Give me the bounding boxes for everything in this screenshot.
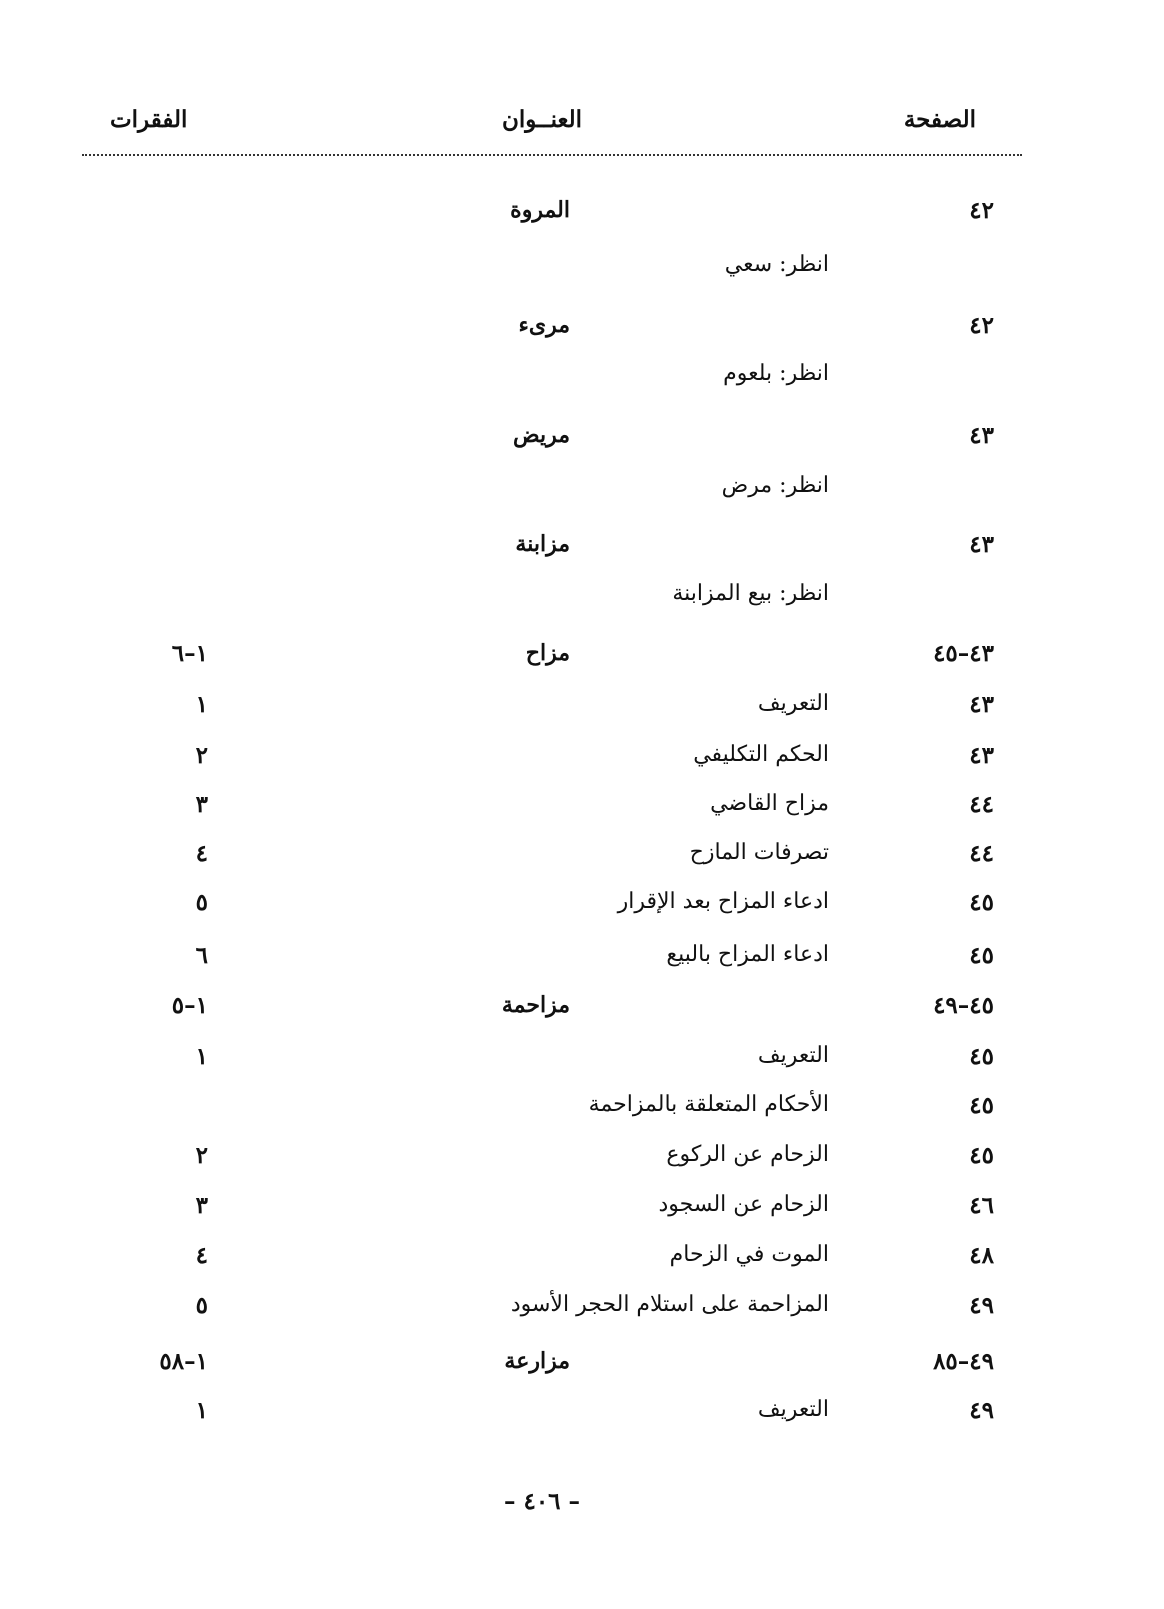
index-entry-sub: [0, 361, 1164, 401]
entry-paragraphs: ٥: [195, 889, 208, 916]
entry-page: ٤٥: [969, 889, 994, 916]
entry-page: ٤٩: [969, 1397, 994, 1424]
entry-page: ٤٥: [969, 1142, 994, 1169]
index-entry-sub: [0, 1397, 1164, 1437]
entry-title: الزحام عن الركوع: [666, 1142, 829, 1167]
index-entry-sub: [0, 473, 1164, 513]
entry-page: ٤٨: [969, 1242, 994, 1269]
index-entry-sub: [0, 742, 1164, 782]
entry-page: ٤٣: [969, 422, 994, 449]
entry-page: ٤٣: [969, 742, 994, 769]
entry-paragraphs: ٦: [195, 942, 208, 969]
entry-title: ادعاء المزاح بعد الإقرار: [617, 889, 829, 914]
entry-title: مرىء: [518, 312, 570, 338]
entry-title: الحكم التكليفي: [693, 742, 829, 767]
entry-page: ٤٥: [969, 1092, 994, 1119]
index-entry-main: [0, 197, 1164, 237]
header-paragraphs-column: الفقرات: [110, 106, 188, 133]
entry-paragraphs: ٣: [195, 791, 208, 818]
entry-title: الموت في الزحام: [669, 1242, 829, 1267]
entry-paragraphs: ١–٥: [171, 992, 208, 1019]
header-dotted-rule: [82, 154, 1022, 156]
index-entry-main: [0, 640, 1164, 680]
entry-page: ٤٤: [969, 791, 994, 818]
entry-page: ٤٣: [969, 691, 994, 718]
entry-paragraphs: ٤: [195, 1242, 208, 1269]
entry-paragraphs: ١: [195, 1397, 208, 1424]
entry-title: انظر: سعي: [724, 252, 829, 277]
entry-paragraphs: ١: [195, 691, 208, 718]
index-entry-sub: [0, 840, 1164, 880]
index-entry-sub: [0, 581, 1164, 621]
page-number: – ٤٠٦ –: [503, 1488, 581, 1515]
entry-page: ٤٢: [969, 312, 994, 339]
entry-page: ٤٣: [969, 531, 994, 558]
entry-title: مزاح القاضي: [710, 791, 829, 816]
index-entry-sub: [0, 942, 1164, 982]
index-entry-sub: [0, 252, 1164, 292]
index-entry-sub: [0, 889, 1164, 929]
entry-title: تصرفات المازح: [689, 840, 829, 865]
index-entry-sub: [0, 1142, 1164, 1182]
entry-paragraphs: ٢: [195, 1142, 208, 1169]
entry-title: مزارعة: [504, 1348, 570, 1374]
entry-title: الأحكام المتعلقة بالمزاحمة: [588, 1092, 829, 1117]
entry-paragraphs: ١–٦: [171, 640, 208, 667]
entry-title: مزاحمة: [501, 992, 570, 1018]
entry-paragraphs: ٤: [195, 840, 208, 867]
entry-title: المزاحمة على استلام الحجر الأسود: [510, 1292, 829, 1317]
entry-paragraphs: ٥: [195, 1292, 208, 1319]
entry-paragraphs: ٢: [195, 742, 208, 769]
index-entry-main: [0, 531, 1164, 571]
entry-page: ٤٥: [969, 1043, 994, 1070]
entry-paragraphs: ١: [195, 1043, 208, 1070]
entry-title: التعريف: [757, 1397, 829, 1422]
entry-page: ٤٤: [969, 840, 994, 867]
entry-page: ٤٩: [969, 1292, 994, 1319]
entry-page: ٤٩–٨٥: [933, 1348, 994, 1375]
entry-title: ادعاء المزاح بالبيع: [666, 942, 829, 967]
index-entry-sub: [0, 691, 1164, 731]
entry-page: ٤٥–٤٩: [933, 992, 994, 1019]
entry-page: ٤٣–٤٥: [933, 640, 994, 667]
entry-title: التعريف: [757, 691, 829, 716]
index-entry-main: [0, 312, 1164, 352]
index-entry-sub: [0, 1292, 1164, 1332]
entry-title: التعريف: [757, 1043, 829, 1068]
entry-page: ٤٦: [969, 1192, 994, 1219]
entry-title: انظر: بلعوم: [723, 361, 829, 386]
header-title-column: العنــوان: [501, 106, 583, 133]
index-entry-sub: [0, 1043, 1164, 1083]
index-entry-main: [0, 992, 1164, 1032]
index-entry-sub: [0, 1192, 1164, 1232]
index-entry-sub: [0, 791, 1164, 831]
entry-title: مريض: [513, 422, 570, 448]
entry-paragraphs: ١–٥٨: [159, 1348, 208, 1375]
entry-title: الزحام عن السجود: [658, 1192, 829, 1217]
entry-title: المروة: [510, 197, 570, 223]
entry-page: ٤٥: [969, 942, 994, 969]
index-entry-main: [0, 1348, 1164, 1388]
entry-title: انظر: مرض: [721, 473, 829, 498]
index-entry-main: [0, 422, 1164, 462]
entry-paragraphs: ٣: [195, 1192, 208, 1219]
header-page-column: الصفحة: [903, 106, 976, 133]
entry-title: مزابنة: [515, 531, 570, 557]
index-entry-sub: [0, 1242, 1164, 1282]
entry-title: انظر: بيع المزابنة: [672, 581, 829, 606]
entry-page: ٤٢: [969, 197, 994, 224]
entry-title: مزاح: [525, 640, 570, 666]
index-entry-sub: [0, 1092, 1164, 1132]
